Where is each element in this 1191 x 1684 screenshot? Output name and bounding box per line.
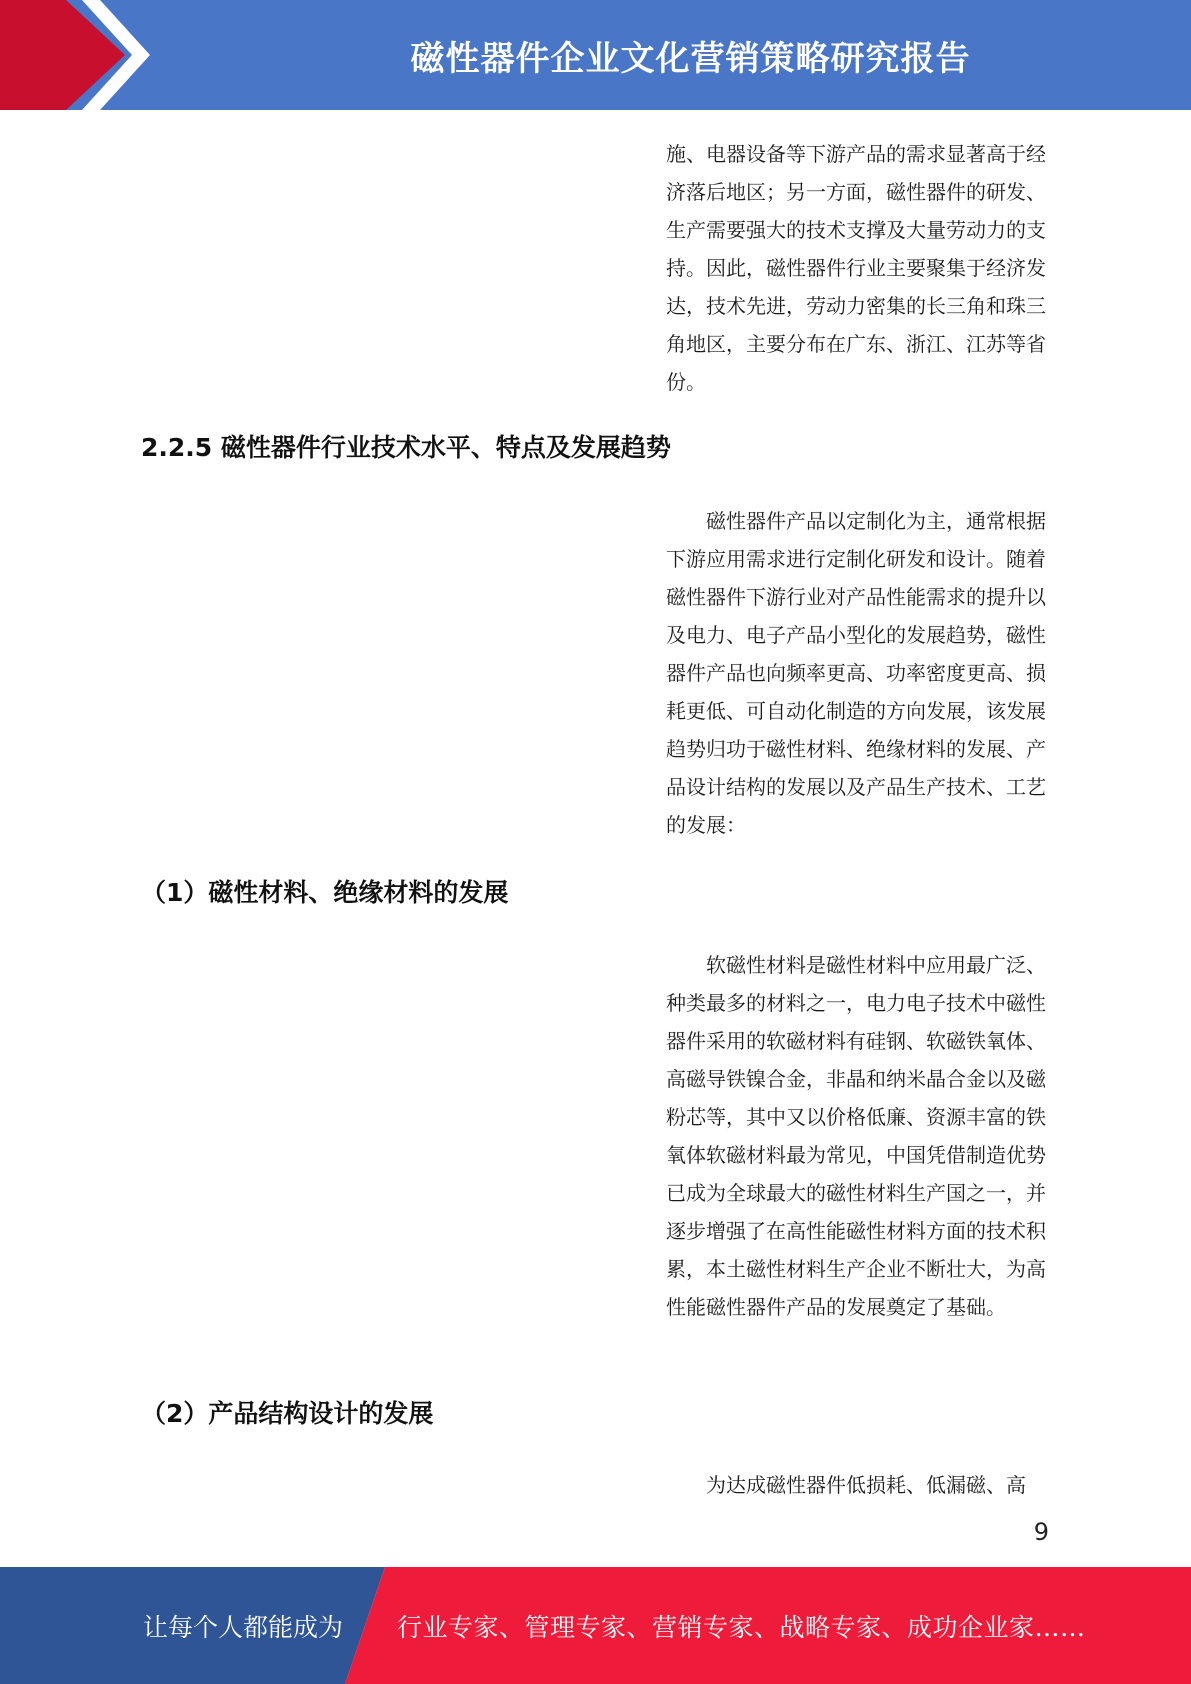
page-header bbox=[0, 0, 1191, 110]
subheading-magnetic-materials: （1）磁性材料、绝缘材料的发展 bbox=[141, 878, 509, 907]
paragraph-regional-distribution: 施、电器设备等下游产品的需求显著高于经济落后地区；另一方面，磁性器件的研发、生产需要强大的技术支撑及大量劳动力的支持。因此，磁性器件行业主要聚集于经济发达，技术先进，劳动力密集的长三角和珠三角地区，主要分布在广东、浙江、江苏等省份。 bbox=[666, 142, 1046, 394]
page-footer bbox=[0, 1567, 1191, 1684]
document-title: 磁性器件企业文化营销策略研究报告 bbox=[410, 38, 971, 79]
footer-slogan-left: 让每个人都能成为 bbox=[143, 1612, 344, 1642]
paragraph-structure-design: 为达成磁性器件低损耗、低漏磁、高 bbox=[706, 1473, 1026, 1497]
section-heading-2-2-5: 2.2.5 磁性器件行业技术水平、特点及发展趋势 bbox=[141, 433, 671, 462]
paragraph-soft-magnetic-materials: 软磁性材料是磁性材料中应用最广泛、种类最多的材料之一，电力电子技术中磁性器件采用的软磁材料有硅钢、软磁铁氧体、高磁导铁镍合金，非晶和纳米晶合金以及磁粉芯等，其中又以价格低廉、资源丰富的铁氧体软磁材料最为常见，中国凭借制造优势已成为全球最大的磁性材料生产国之一，并逐步增强了在高性能磁性材料方面的技术积累，本土磁性材料生产企业不断壮大，为高性能磁性器件产品的发展奠定了基础。 bbox=[666, 953, 1046, 1319]
page-number: 9 bbox=[1033, 1518, 1049, 1546]
subheading-structure-design: （2）产品结构设计的发展 bbox=[141, 1399, 434, 1428]
footer-slogan-right: 行业专家、管理专家、营销专家、战略专家、成功企业家…… bbox=[397, 1612, 1086, 1642]
paragraph-technology-trend: 磁性器件产品以定制化为主，通常根据下游应用需求进行定制化研发和设计。随着磁性器件下游行业对产品性能需求的提升以及电力、电子产品小型化的发展趋势，磁性器件产品也向频率更高、功率密度更高、损耗更低、可自动化制造的方向发展，该发展趋势归功于磁性材料、绝缘材料的发展、产品设计结构的发展以及产品生产技术、工艺的发展： bbox=[666, 509, 1046, 837]
